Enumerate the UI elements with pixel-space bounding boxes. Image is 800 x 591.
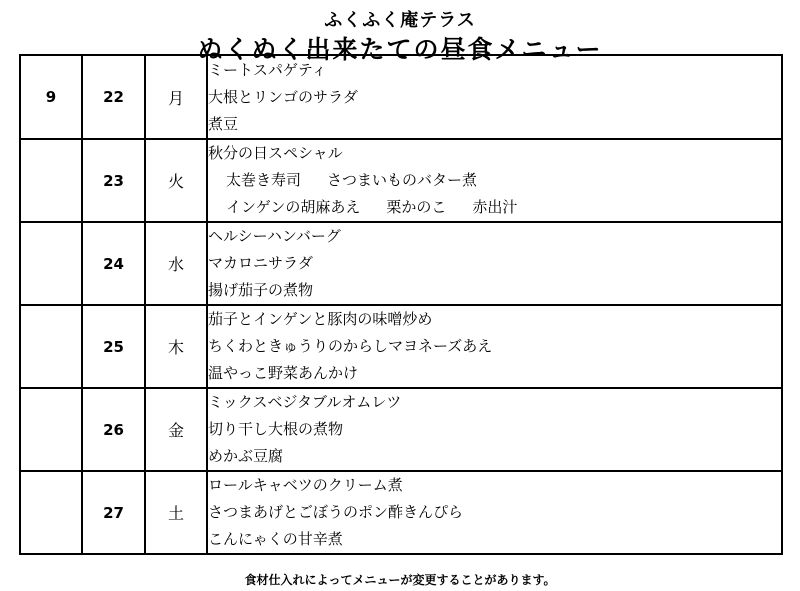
dish-name: ヘルシーハンバーグ [208, 227, 341, 245]
dish-line [208, 472, 781, 499]
month-cell: 9 [20, 55, 82, 139]
page-title: ぬくぬく出来たての昼食メニュー [197, 35, 603, 64]
day-cell: 23 [82, 139, 145, 222]
dish-name: 秋分の日スペシャル [208, 144, 343, 162]
footer-note: 食材仕入れによってメニューが変更することがあります。 [244, 573, 556, 587]
month-cell [20, 388, 82, 471]
dishes-cell [207, 139, 782, 222]
dish-line [208, 250, 781, 277]
menu-row [20, 305, 782, 388]
menu-row [20, 139, 782, 222]
day-cell: 22 [82, 55, 145, 139]
dish-name: ロールキャベツのクリーム煮 [208, 476, 403, 494]
dish-line [208, 194, 781, 221]
dish-name: マカロニサラダ [208, 254, 313, 272]
month-cell [20, 139, 82, 222]
day-cell: 26 [82, 388, 145, 471]
dish-line [208, 416, 781, 443]
dish-name: 太巻き寿司 [226, 171, 302, 189]
dish-line [208, 499, 781, 526]
restaurant-name: ふくふく庵テラス [324, 10, 476, 31]
dish-name: 切り干し大根の煮物 [208, 420, 344, 438]
dish-name: 温やっこ野菜あんかけ [208, 364, 359, 382]
dish-name: 煮豆 [208, 114, 239, 133]
dish-name: こんにゃくの甘辛煮 [208, 530, 343, 548]
day-cell: 24 [82, 222, 145, 305]
dish-line [208, 223, 781, 250]
day-cell: 25 [82, 305, 145, 388]
day-cell: 27 [82, 471, 145, 554]
menu-row [20, 388, 782, 471]
dish-name: 大根とリンゴのサラダ [208, 87, 358, 106]
dish-name: さつまあげとごぼうのポン酢きんぴら [208, 503, 464, 521]
dish-name: インゲンの胡麻あえ [226, 198, 361, 216]
dish-name: さつまいものバター煮 [327, 171, 478, 189]
dish-line [208, 443, 781, 470]
dish-name: ちくわときゅうりのからしマヨネーズあえ [208, 337, 493, 355]
weekday-cell: 土 [145, 471, 207, 554]
menu-row [20, 471, 782, 554]
dish-line [208, 306, 781, 333]
dish-name: 栗かのこ [386, 198, 447, 216]
dish-name: ミートスパゲティ [208, 60, 327, 79]
dish-name: 赤出汁 [472, 198, 518, 216]
dish-line [208, 333, 781, 360]
dishes-cell [207, 388, 782, 471]
dish-name: 茄子とインゲンと豚肉の味噌炒め [208, 310, 433, 328]
dish-line [208, 526, 781, 553]
dish-line [208, 277, 781, 304]
dish-line [208, 167, 781, 194]
month-cell [20, 471, 82, 554]
month-cell [20, 222, 82, 305]
dish-line [208, 360, 781, 387]
dish-name: 揚げ茄子の煮物 [208, 281, 314, 299]
menu-row [20, 222, 782, 305]
dish-line [208, 84, 781, 111]
dish-line [208, 389, 781, 416]
weekday-cell: 木 [145, 305, 207, 388]
menu-table-body [20, 55, 782, 554]
dish-line [208, 57, 781, 84]
month-cell [20, 305, 82, 388]
dish-name: めかぶ豆腐 [208, 447, 284, 465]
dish-line [208, 140, 781, 167]
dishes-cell [207, 305, 782, 388]
weekday-cell: 金 [145, 388, 207, 471]
dishes-cell [207, 222, 782, 305]
weekday-cell: 月 [145, 55, 207, 139]
dish-name: ミックスベジタブルオムレツ [208, 393, 402, 411]
menu-table [19, 54, 783, 555]
menu-row [20, 55, 782, 139]
weekday-cell: 火 [145, 139, 207, 222]
dishes-cell [207, 471, 782, 554]
dish-line [208, 111, 781, 138]
dishes-cell [207, 55, 782, 139]
weekday-cell: 水 [145, 222, 207, 305]
